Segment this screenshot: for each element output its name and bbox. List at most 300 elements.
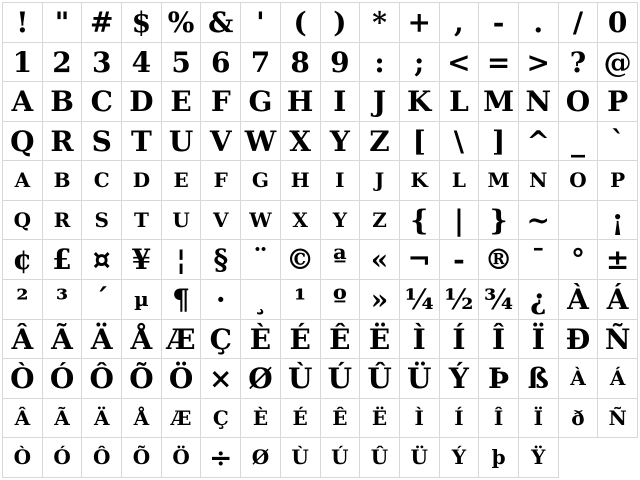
- glyph: <: [447, 45, 471, 79]
- glyph-cell[interactable]: [281, 320, 321, 360]
- glyph-cell[interactable]: [598, 201, 638, 241]
- glyph: -: [453, 243, 465, 277]
- glyph: Ù: [287, 362, 313, 396]
- glyph-cell[interactable]: [440, 280, 480, 320]
- glyph: ©: [286, 243, 315, 277]
- glyph: Ÿ: [531, 445, 546, 470]
- glyph-cell[interactable]: [201, 161, 241, 201]
- glyph: &: [208, 6, 234, 39]
- glyph-cell[interactable]: [201, 43, 241, 83]
- glyph: _: [570, 124, 585, 158]
- glyph-cell[interactable]: [82, 161, 122, 201]
- glyph-cell[interactable]: [440, 201, 480, 241]
- glyph-cell[interactable]: [281, 201, 321, 241]
- glyph: Ä: [93, 405, 110, 430]
- glyph: $: [131, 6, 152, 39]
- glyph: :: [374, 45, 385, 79]
- glyph-cell[interactable]: [3, 320, 43, 360]
- glyph-cell[interactable]: [43, 43, 83, 83]
- glyph-cell[interactable]: [82, 399, 122, 439]
- glyph: Ã: [51, 322, 73, 356]
- glyph: »: [370, 283, 389, 317]
- glyph: Ç: [209, 322, 232, 356]
- glyph: Ü: [410, 445, 428, 470]
- glyph-cell[interactable]: [519, 240, 559, 280]
- glyph: Y: [329, 124, 350, 158]
- glyph-cell[interactable]: [162, 438, 202, 478]
- glyph-cell[interactable]: [559, 3, 599, 43]
- glyph-cell[interactable]: [440, 122, 480, 162]
- glyph-cell[interactable]: [559, 359, 599, 399]
- glyph-cell[interactable]: [122, 240, 162, 280]
- glyph-cell[interactable]: [360, 359, 400, 399]
- glyph: ÷: [209, 441, 233, 475]
- glyph-cell[interactable]: [400, 201, 440, 241]
- glyph-cell[interactable]: [440, 82, 480, 122]
- glyph: ¾: [483, 283, 514, 317]
- glyph-cell[interactable]: [43, 399, 83, 439]
- glyph: ß: [527, 362, 549, 396]
- glyph-cell[interactable]: [519, 3, 559, 43]
- glyph-cell[interactable]: [440, 161, 480, 201]
- glyph-cell[interactable]: [440, 399, 480, 439]
- glyph-cell[interactable]: [43, 320, 83, 360]
- glyph: -: [492, 6, 505, 39]
- glyph-cell[interactable]: [122, 161, 162, 201]
- glyph-cell[interactable]: [3, 438, 43, 478]
- glyph: Ô: [89, 362, 114, 396]
- glyph: Û: [370, 445, 389, 470]
- glyph-cell[interactable]: [559, 240, 599, 280]
- glyph: +: [407, 6, 431, 39]
- glyph-cell[interactable]: [598, 240, 638, 280]
- glyph-cell[interactable]: [559, 280, 599, 320]
- glyph-cell[interactable]: [201, 240, 241, 280]
- glyph: 7: [250, 45, 271, 79]
- glyph: Û: [367, 362, 392, 396]
- glyph: E: [173, 168, 189, 193]
- glyph: }: [489, 203, 508, 237]
- glyph: A: [14, 168, 31, 193]
- glyph: \: [453, 124, 465, 158]
- glyph-cell[interactable]: [162, 280, 202, 320]
- glyph-cell[interactable]: [598, 3, 638, 43]
- glyph-cell[interactable]: [321, 82, 361, 122]
- glyph-cell[interactable]: [241, 3, 281, 43]
- glyph-cell[interactable]: [360, 438, 400, 478]
- glyph-cell[interactable]: [321, 359, 361, 399]
- glyph-cell[interactable]: [162, 359, 202, 399]
- glyph-cell[interactable]: [43, 161, 83, 201]
- glyph-cell[interactable]: [400, 280, 440, 320]
- glyph-cell[interactable]: [201, 201, 241, 241]
- glyph: Ì: [412, 322, 426, 356]
- glyph-cell[interactable]: [598, 122, 638, 162]
- glyph-cell[interactable]: [241, 240, 281, 280]
- glyph: ¯: [531, 243, 546, 277]
- glyph-cell[interactable]: [400, 359, 440, 399]
- glyph-cell[interactable]: [241, 201, 281, 241]
- glyph: F: [213, 168, 228, 193]
- glyph-cell[interactable]: [82, 201, 122, 241]
- glyph-cell[interactable]: [479, 359, 519, 399]
- glyph: Ó: [53, 445, 71, 470]
- glyph-cell[interactable]: [162, 320, 202, 360]
- glyph-cell[interactable]: [201, 399, 241, 439]
- glyph: Í: [452, 322, 466, 356]
- glyph-cell[interactable]: [559, 122, 599, 162]
- glyph-cell[interactable]: [201, 359, 241, 399]
- glyph: W: [244, 124, 277, 158]
- glyph-cell[interactable]: [241, 320, 281, 360]
- glyph-cell[interactable]: [162, 399, 202, 439]
- glyph: G: [248, 85, 273, 119]
- glyph: Ó: [49, 362, 75, 396]
- glyph-cell[interactable]: [400, 320, 440, 360]
- glyph: ,: [454, 6, 464, 39]
- glyph-cell[interactable]: [479, 399, 519, 439]
- glyph-cell[interactable]: [43, 122, 83, 162]
- glyph-cell[interactable]: [3, 161, 43, 201]
- glyph: Á: [609, 366, 626, 391]
- glyph: Á: [606, 283, 629, 317]
- glyph-cell[interactable]: [321, 240, 361, 280]
- glyph-cell[interactable]: [3, 240, 43, 280]
- glyph-cell[interactable]: [479, 240, 519, 280]
- glyph: ³: [55, 283, 69, 317]
- glyph-cell[interactable]: [82, 359, 122, 399]
- glyph-cell[interactable]: [519, 359, 559, 399]
- glyph: `: [610, 124, 625, 158]
- glyph-cell[interactable]: [3, 3, 43, 43]
- glyph-cell[interactable]: [3, 359, 43, 399]
- glyph-cell[interactable]: [241, 280, 281, 320]
- glyph: ±: [605, 243, 630, 277]
- glyph-cell[interactable]: [360, 280, 400, 320]
- glyph-cell[interactable]: [400, 240, 440, 280]
- glyph: 0: [607, 6, 628, 39]
- glyph-cell[interactable]: [360, 122, 400, 162]
- glyph-cell[interactable]: [598, 399, 638, 439]
- glyph: V: [213, 207, 229, 232]
- glyph-cell[interactable]: [479, 43, 519, 83]
- glyph-cell[interactable]: [162, 240, 202, 280]
- glyph-cell[interactable]: [440, 3, 480, 43]
- glyph: C: [90, 85, 113, 119]
- glyph-cell[interactable]: [122, 43, 162, 83]
- glyph-cell[interactable]: [360, 82, 400, 122]
- glyph-cell[interactable]: [559, 399, 599, 439]
- glyph-cell[interactable]: [360, 201, 400, 241]
- glyph-cell[interactable]: [281, 3, 321, 43]
- glyph-cell[interactable]: [82, 82, 122, 122]
- glyph-cell[interactable]: [559, 43, 599, 83]
- glyph: ð: [571, 405, 585, 430]
- glyph-cell[interactable]: [440, 438, 480, 478]
- glyph: Î: [493, 405, 504, 430]
- glyph-cell[interactable]: [122, 280, 162, 320]
- glyph-cell[interactable]: [360, 240, 400, 280]
- glyph: [: [412, 124, 426, 158]
- glyph: B: [53, 168, 71, 193]
- glyph: N: [529, 168, 548, 193]
- glyph-cell[interactable]: [162, 201, 202, 241]
- glyph-cell[interactable]: [321, 161, 361, 201]
- glyph-cell[interactable]: [3, 280, 43, 320]
- glyph: ': [256, 6, 265, 39]
- glyph: ]: [491, 124, 506, 158]
- glyph-cell[interactable]: [82, 122, 122, 162]
- glyph-cell[interactable]: [201, 280, 241, 320]
- glyph: M: [483, 85, 515, 119]
- glyph: §: [213, 243, 229, 277]
- glyph: ¿: [530, 283, 547, 317]
- glyph: ¡: [611, 203, 624, 237]
- glyph-cell[interactable]: [201, 438, 241, 478]
- glyph-cell[interactable]: [122, 201, 162, 241]
- glyph-cell[interactable]: [519, 82, 559, 122]
- glyph: Ø: [248, 362, 273, 396]
- glyph: L: [451, 168, 466, 193]
- glyph-cell[interactable]: [559, 161, 599, 201]
- glyph: Ö: [168, 362, 194, 396]
- glyph: Ã: [54, 405, 70, 430]
- glyph-cell[interactable]: [162, 122, 202, 162]
- glyph-cell[interactable]: [440, 43, 480, 83]
- glyph: È: [249, 322, 272, 356]
- glyph-cell[interactable]: [479, 82, 519, 122]
- glyph: º: [332, 283, 347, 317]
- glyph: Z: [372, 207, 387, 232]
- glyph-cell[interactable]: [559, 320, 599, 360]
- glyph-cell[interactable]: [479, 320, 519, 360]
- glyph-cell[interactable]: [440, 320, 480, 360]
- glyph: =: [486, 45, 511, 79]
- glyph-cell[interactable]: [559, 201, 599, 241]
- glyph-cell[interactable]: [519, 438, 559, 478]
- glyph-cell[interactable]: [519, 201, 559, 241]
- glyph: É: [292, 405, 308, 430]
- glyph-cell[interactable]: [479, 122, 519, 162]
- glyph-cell[interactable]: [519, 399, 559, 439]
- glyph-cell[interactable]: [241, 438, 281, 478]
- glyph-cell[interactable]: [479, 280, 519, 320]
- glyph-cell[interactable]: [400, 43, 440, 83]
- glyph: ¹: [294, 283, 307, 317]
- glyph-cell[interactable]: [241, 161, 281, 201]
- glyph-cell[interactable]: [559, 82, 599, 122]
- glyph-cell[interactable]: [82, 320, 122, 360]
- glyph-cell[interactable]: [241, 122, 281, 162]
- glyph-cell[interactable]: [598, 280, 638, 320]
- glyph-cell[interactable]: [281, 122, 321, 162]
- glyph-cell[interactable]: [360, 3, 400, 43]
- glyph: ;: [414, 45, 425, 79]
- glyph-cell[interactable]: [321, 201, 361, 241]
- glyph-cell[interactable]: [201, 3, 241, 43]
- glyph: R: [53, 207, 71, 232]
- glyph: Â: [11, 322, 34, 356]
- glyph-cell[interactable]: [360, 320, 400, 360]
- glyph-cell[interactable]: [3, 201, 43, 241]
- glyph-cell[interactable]: [400, 3, 440, 43]
- glyph-cell[interactable]: [43, 82, 83, 122]
- glyph-cell[interactable]: [479, 3, 519, 43]
- glyph-cell[interactable]: [321, 122, 361, 162]
- glyph: 5: [171, 45, 191, 79]
- glyph-cell[interactable]: [519, 280, 559, 320]
- glyph-cell[interactable]: [241, 82, 281, 122]
- glyph-cell[interactable]: [360, 43, 400, 83]
- glyph-cell[interactable]: [241, 43, 281, 83]
- glyph: ¼: [404, 283, 434, 317]
- glyph-cell[interactable]: [598, 161, 638, 201]
- glyph-cell[interactable]: [3, 82, 43, 122]
- glyph-cell[interactable]: [122, 320, 162, 360]
- glyph-cell[interactable]: [82, 3, 122, 43]
- glyph: P: [607, 85, 629, 119]
- glyph: °: [570, 243, 585, 277]
- glyph-cell[interactable]: [241, 359, 281, 399]
- glyph: F: [210, 85, 231, 119]
- glyph-cell[interactable]: [82, 240, 122, 280]
- glyph-cell[interactable]: [43, 3, 83, 43]
- glyph-cell[interactable]: [400, 122, 440, 162]
- glyph-cell[interactable]: [281, 161, 321, 201]
- glyph-cell[interactable]: [281, 43, 321, 83]
- glyph-cell[interactable]: [122, 399, 162, 439]
- glyph-cell[interactable]: [598, 82, 638, 122]
- glyph: À: [570, 366, 586, 391]
- glyph: Æ: [170, 405, 192, 430]
- glyph: S: [94, 207, 109, 232]
- glyph-cell[interactable]: [201, 320, 241, 360]
- glyph-cell[interactable]: [43, 201, 83, 241]
- glyph: À: [567, 283, 589, 317]
- glyph: Þ: [487, 362, 510, 396]
- glyph-cell[interactable]: [519, 122, 559, 162]
- glyph-cell[interactable]: [519, 43, 559, 83]
- glyph-cell[interactable]: [400, 82, 440, 122]
- glyph: V: [209, 124, 232, 158]
- glyph-cell[interactable]: [598, 43, 638, 83]
- glyph: .: [533, 6, 544, 39]
- glyph-cell[interactable]: [281, 82, 321, 122]
- glyph: þ: [491, 445, 506, 470]
- glyph-cell[interactable]: [122, 82, 162, 122]
- glyph: >: [526, 45, 551, 79]
- glyph: X: [292, 207, 308, 232]
- glyph-cell[interactable]: [400, 438, 440, 478]
- glyph-cell[interactable]: [162, 3, 202, 43]
- glyph-cell[interactable]: [122, 359, 162, 399]
- glyph-cell[interactable]: [43, 438, 83, 478]
- glyph: @: [603, 45, 632, 79]
- glyph-cell[interactable]: [82, 43, 122, 83]
- glyph-cell[interactable]: [598, 359, 638, 399]
- glyph-cell[interactable]: [400, 399, 440, 439]
- glyph: Õ: [132, 445, 151, 470]
- glyph-cell[interactable]: [3, 122, 43, 162]
- glyph-cell[interactable]: [281, 359, 321, 399]
- glyph: ): [333, 6, 347, 39]
- glyph-cell[interactable]: [519, 320, 559, 360]
- glyph: D: [132, 168, 151, 193]
- glyph-cell[interactable]: [43, 359, 83, 399]
- glyph: T: [133, 207, 149, 232]
- glyph-cell[interactable]: [400, 161, 440, 201]
- glyph: T: [130, 124, 152, 158]
- glyph-cell[interactable]: [321, 280, 361, 320]
- glyph-cell[interactable]: [440, 240, 480, 280]
- glyph-cell[interactable]: [321, 320, 361, 360]
- glyph: O: [565, 85, 591, 119]
- glyph: ½: [444, 283, 474, 317]
- glyph: µ: [134, 287, 149, 312]
- glyph-cell[interactable]: [3, 43, 43, 83]
- glyph-cell[interactable]: [201, 82, 241, 122]
- glyph-cell[interactable]: [122, 438, 162, 478]
- glyph-cell[interactable]: [201, 122, 241, 162]
- glyph-cell[interactable]: [479, 438, 519, 478]
- glyph-cell[interactable]: [241, 399, 281, 439]
- glyph-cell[interactable]: [360, 161, 400, 201]
- glyph: X: [289, 124, 312, 158]
- glyph: ®: [484, 243, 513, 277]
- glyph: Ù: [291, 445, 309, 470]
- glyph-cell[interactable]: [3, 399, 43, 439]
- glyph: Ô: [93, 445, 111, 470]
- glyph-cell[interactable]: [162, 43, 202, 83]
- glyph: ¥: [131, 243, 152, 277]
- glyph-cell[interactable]: [440, 359, 480, 399]
- glyph-cell[interactable]: [519, 161, 559, 201]
- glyph: 9: [330, 45, 350, 79]
- glyph: D: [129, 85, 154, 119]
- glyph: Ä: [90, 322, 113, 356]
- glyph-cell[interactable]: [162, 82, 202, 122]
- glyph-cell[interactable]: [122, 122, 162, 162]
- glyph-cell[interactable]: [162, 161, 202, 201]
- glyph: N: [525, 85, 552, 119]
- glyph: Q: [13, 207, 32, 232]
- glyph-cell[interactable]: [360, 399, 400, 439]
- glyph-cell[interactable]: [82, 280, 122, 320]
- glyph: J: [374, 168, 385, 193]
- glyph-cell[interactable]: [82, 438, 122, 478]
- glyph-cell[interactable]: [321, 438, 361, 478]
- glyph: Ö: [172, 445, 190, 470]
- glyph-cell[interactable]: [281, 438, 321, 478]
- glyph-cell[interactable]: [281, 280, 321, 320]
- glyph-cell[interactable]: [321, 3, 361, 43]
- glyph: B: [50, 85, 74, 119]
- glyph-cell[interactable]: [122, 3, 162, 43]
- glyph-cell[interactable]: [479, 161, 519, 201]
- glyph: Ý: [448, 362, 469, 396]
- glyph-cell[interactable]: [281, 240, 321, 280]
- glyph-cell[interactable]: [598, 320, 638, 360]
- glyph: 4: [131, 45, 152, 79]
- glyph-cell[interactable]: [43, 240, 83, 280]
- glyph-cell[interactable]: [43, 280, 83, 320]
- glyph: (: [293, 6, 307, 39]
- glyph-cell[interactable]: [281, 399, 321, 439]
- glyph-cell[interactable]: [479, 201, 519, 241]
- glyph-cell[interactable]: [321, 43, 361, 83]
- glyph: Ú: [331, 445, 349, 470]
- glyph-cell[interactable]: [321, 399, 361, 439]
